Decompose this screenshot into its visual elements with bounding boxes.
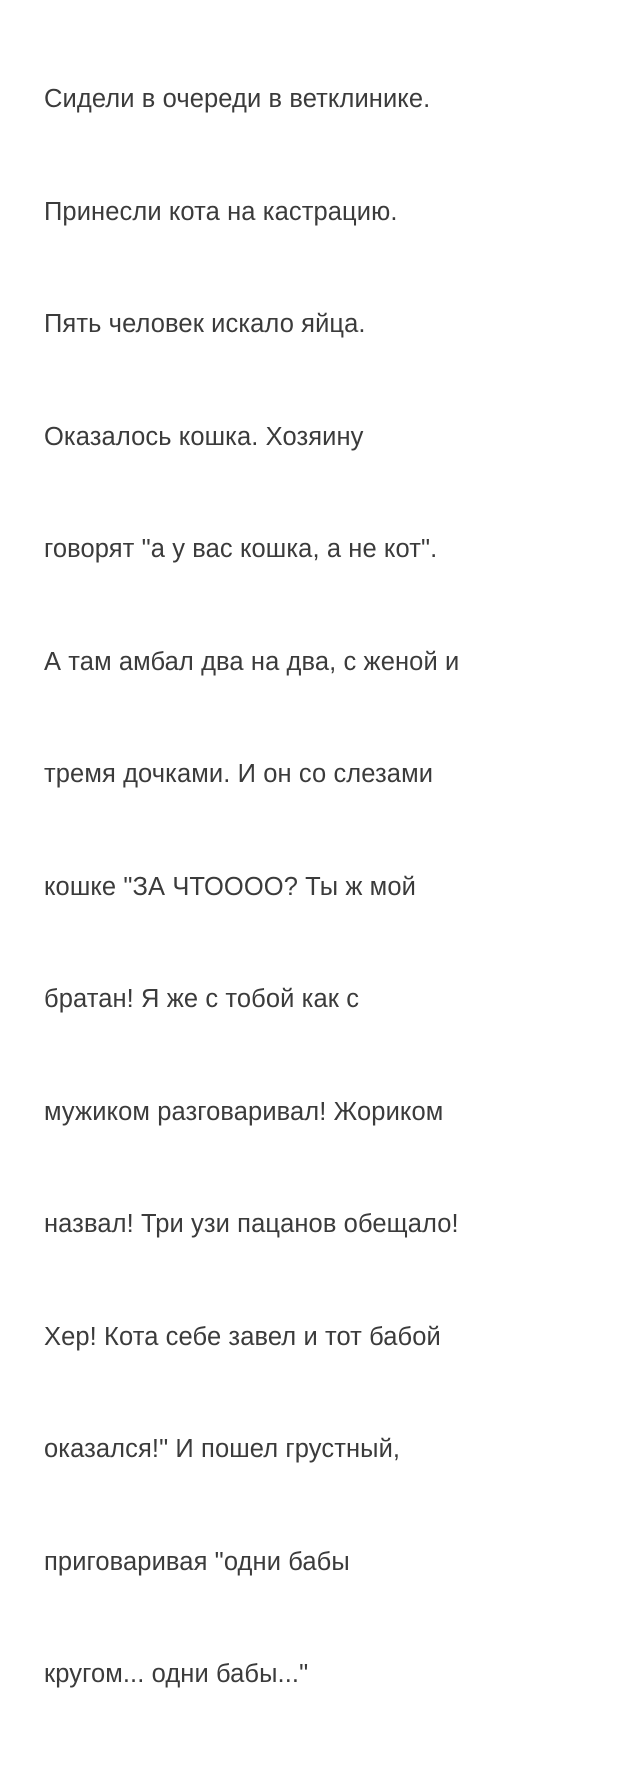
text-line: кошке "ЗА ЧТОООО? Ты ж мой [44, 872, 416, 901]
text-line: тремя дочками. И он со слезами [44, 760, 434, 788]
story-text [44, 6, 622, 1769]
text-line: приговаривая "одни бабы [44, 1547, 350, 1576]
text-line: мужиком разговаривал! Жориком [44, 1097, 444, 1126]
text-line: оказался!" И пошел грустный, [44, 1435, 401, 1463]
text-line: Сидели в очереди в ветклинике. [44, 85, 431, 113]
text-line: братан! Я же с тобой как с [44, 985, 360, 1013]
text-line: А там амбал два на два, с женой и [44, 647, 460, 676]
text-line: Оказалось кошка. Хозяину [44, 422, 364, 451]
text-line: кругом... одни бабы..." [44, 1660, 309, 1688]
text-line: говорят "а у вас кошка, а не кот". [44, 535, 438, 563]
text-line: Пять человек искало яйца. [44, 310, 366, 338]
text-line: Принесли кота на кастрацию. [44, 197, 398, 226]
text-line: Хер! Кота себе завел и тот бабой [44, 1322, 441, 1351]
text-line: назвал! Три узи пацанов обещало! [44, 1210, 459, 1238]
